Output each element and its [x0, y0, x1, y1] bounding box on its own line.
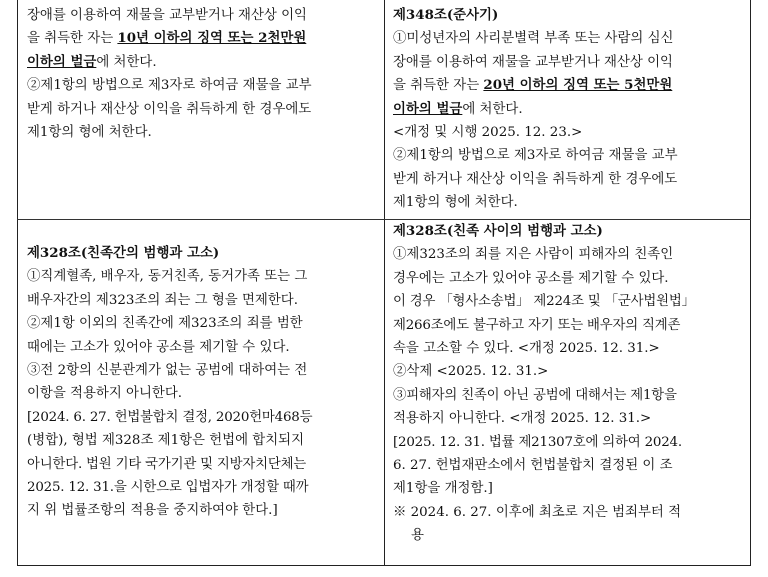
text-line [27, 51, 312, 74]
text-line: 이 경우 「형사소송법」 제224조 및 「군사법원법」 [393, 294, 695, 310]
text-line: 6. 27. 헌법재판소에서 헌법불합치 결정된 이 조 [393, 457, 673, 473]
column-divider [384, 0, 385, 566]
text-fragment: 을 취득한 자는 [27, 31, 118, 47]
text-line: [2024. 6. 27. 헌법불합치 결정, 2020헌마468등 [27, 409, 313, 425]
text-line: (병합), 형법 제328조 제1항은 헌법에 합치되지 [27, 433, 305, 449]
text-line: 제1항의 형에 처한다. [27, 124, 152, 140]
text-line: ②제1항 이외의 친족간에 제323조의 죄를 범한 [27, 316, 303, 332]
text-fragment: 에 처한다. [462, 101, 523, 117]
text-line: 제1항을 개정함.] [393, 481, 493, 497]
text-line: ②제1항의 방법으로 제3자로 하여금 재물을 교부 [393, 148, 678, 164]
text-line: ①직계혈족, 배우자, 동거친족, 동거가족 또는 그 [27, 269, 308, 285]
text-line [27, 27, 312, 50]
text-line: 때에는 고소가 있어야 공소를 제기할 수 있다. [27, 339, 290, 355]
bottom-right-cell [393, 220, 695, 547]
text-line: ①제323조의 죄를 지은 사람이 피해자의 친족인 [393, 247, 674, 263]
text-line: ③전 2항의 신분관계가 없는 공범에 대하여는 전 [27, 362, 308, 378]
text-line: ③피해자의 친족이 아닌 공범에 대해서는 제1항을 [393, 387, 677, 403]
text-line: 경우에는 고소가 있어야 공소를 제기할 수 있다. [393, 270, 669, 286]
underlined-penalty: 20년 이하의 징역 또는 5천만원 [483, 77, 673, 94]
text-line: 용 [411, 528, 424, 544]
text-line: 장애를 이용하여 재물을 교부받거나 재산상 이익 [27, 8, 307, 23]
text-line: 배우자간의 제323조의 죄는 그 형을 면제한다. [27, 292, 298, 308]
text-fragment: 을 취득한 자는 [393, 78, 484, 94]
top-right-cell [393, 4, 678, 215]
text-line: 지 위 법률조항의 적용을 중지하여야 한다.] [27, 503, 278, 519]
underlined-penalty: 이하의 벌금 [393, 100, 463, 117]
article-title: 제328조(친족 사이의 범행과 고소) [393, 223, 603, 239]
text-line: 받게 하거나 재산상 이익을 취득하게 한 경우에도 [393, 171, 678, 187]
text-line: ※ 2024. 6. 27. 이후에 최초로 지은 범죄부터 적 [393, 504, 682, 520]
text-line: 적용하지 아니한다. <개정 2025. 12. 31.> [393, 411, 652, 427]
text-line: 제1항의 형에 처한다. [393, 195, 518, 211]
text-line: 속을 고소할 수 있다. <개정 2025. 12. 31.> [393, 340, 660, 356]
text-line: ②제1항의 방법으로 제3자로 하여금 재물을 교부 [27, 78, 312, 94]
text-line: 받게 하거나 재산상 이익을 취득하게 한 경우에도 [27, 101, 312, 117]
text-line [393, 74, 678, 97]
text-line: ①미성년자의 사리분별력 부족 또는 사람의 심신 [393, 31, 674, 47]
text-line: ②삭제 <2025. 12. 31.> [393, 364, 549, 380]
underlined-penalty: 이하의 벌금 [27, 53, 97, 70]
amendment-note: <개정 및 시행 2025. 12. 23.> [393, 124, 583, 140]
text-line [393, 98, 678, 121]
text-line: 2025. 12. 31.을 시한으로 입법자가 개정할 때까 [27, 479, 309, 495]
underlined-penalty: 10년 이하의 징역 또는 2천만원 [117, 30, 307, 47]
text-line: 장애를 이용하여 재물을 교부받거나 재산상 이익 [393, 54, 673, 70]
text-line: 이항을 적용하지 아니한다. [27, 386, 183, 402]
article-title: 제348조(준사기) [393, 7, 499, 23]
text-line: 아니한다. 법원 기타 국가기관 및 지방자치단체는 [27, 456, 307, 472]
bottom-left-cell [27, 242, 312, 523]
text-fragment: 에 처한다. [96, 54, 157, 70]
text-line: 제266조에도 불구하고 자기 또는 배우자의 직계존 [393, 317, 681, 333]
article-title: 제328조(친족간의 범행과 고소) [27, 245, 220, 261]
top-left-cell [27, 4, 312, 144]
text-line: [2025. 12. 31. 법률 제21307호에 의하여 2024. [393, 434, 682, 450]
